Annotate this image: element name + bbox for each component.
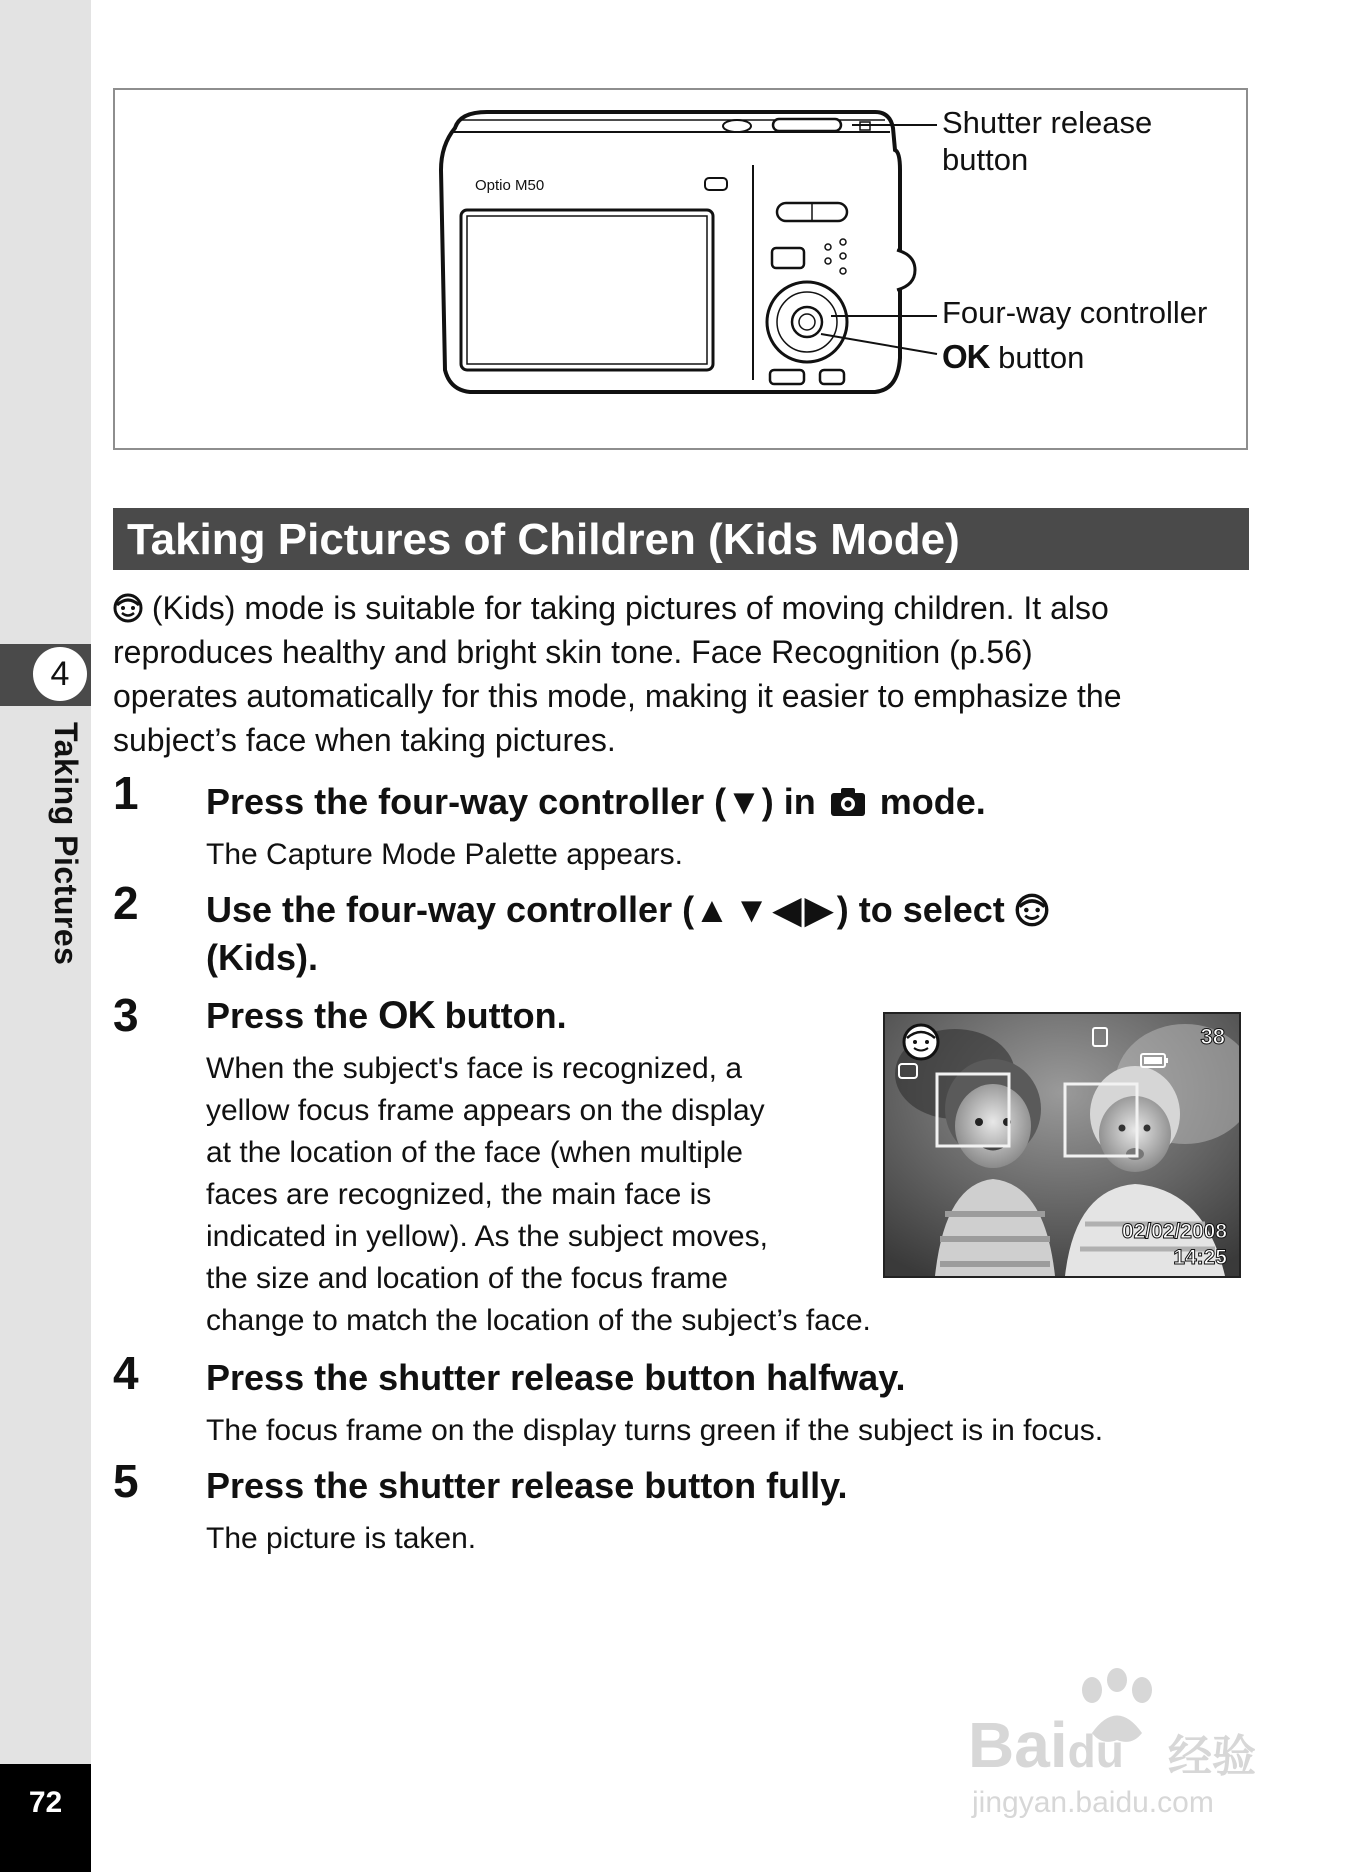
step-4-title: Press the shutter release button halfway. xyxy=(206,1357,906,1398)
section-heading: Taking Pictures of Children (Kids Mode) xyxy=(127,515,960,564)
camera-model-label: Optio M50 xyxy=(475,177,545,194)
step-2-number: 2 xyxy=(113,877,139,929)
step-2-title: Use the four-way controller (▲▼◀▶) to select (Kids). xyxy=(206,886,1256,982)
four-arrows-glyph: ▲▼◀▶ xyxy=(694,889,837,930)
step-1-number: 1 xyxy=(113,767,139,819)
step-1-title: Press the four-way controller (▼) in mode. xyxy=(206,781,986,822)
ok-glyph: OK xyxy=(942,338,990,375)
lcd-preview-photo xyxy=(883,1012,1241,1278)
step-5-number: 5 xyxy=(113,1455,139,1507)
shutter-callout: Shutter release button xyxy=(942,105,1153,177)
down-arrow-glyph: ▼ xyxy=(726,781,762,822)
shutter-release-button xyxy=(773,119,841,131)
step-4-body: The focus frame on the display turns green if the subject is in focus. xyxy=(206,1414,1104,1447)
step-3-body: When the subject's face is recognized, a yellow focus frame appears on the display at the location of the face (when multiple faces are recognized, the main face is indicated in yellow). As the subject moves, the size and location of the focus frame change to match the location of the subject’s face. xyxy=(206,1052,871,1337)
step-1-body: The Capture Mode Palette appears. xyxy=(206,838,683,871)
preview-time: 14:25 xyxy=(1173,1246,1227,1269)
ok-glyph: OK xyxy=(378,994,435,1037)
watermark-brand: Baidu xyxy=(968,1709,1124,1781)
chapter-number: 4 xyxy=(33,647,87,701)
intro-line-1: (Kids) mode is suitable for taking pictures of moving children. It also xyxy=(151,590,1109,626)
preview-date: 02/02/2008 xyxy=(1121,1220,1227,1243)
ok-button-callout: OK button xyxy=(942,338,1085,375)
kids-mode-icon xyxy=(113,593,143,623)
section-heading-bar xyxy=(113,508,1249,570)
step-5-body: The picture is taken. xyxy=(206,1522,477,1555)
chapter-title: Taking Pictures xyxy=(48,722,84,966)
intro-line-4: subject’s face when taking pictures. xyxy=(113,722,616,758)
kids-mode-osd-icon xyxy=(904,1025,938,1059)
baidu-jingyan-watermark xyxy=(962,1668,1282,1828)
camera-mode-icon xyxy=(830,787,866,817)
kids-mode-icon xyxy=(1015,893,1049,927)
chapter-tab xyxy=(0,644,91,706)
step-4-number: 4 xyxy=(113,1347,139,1399)
camera-figure xyxy=(113,88,1248,450)
intro-line-3: operates automatically for this mode, making it easier to emphasize the xyxy=(113,678,1122,714)
step-3-title: Press the OK button. xyxy=(206,994,567,1037)
page-number-box xyxy=(0,1764,91,1872)
watermark-url: jingyan.baidu.com xyxy=(972,1786,1214,1819)
four-way-callout: Four-way controller xyxy=(942,295,1208,330)
intro-line-2: reproduces healthy and bright skin tone. Face Recognition (p.56) xyxy=(113,634,1033,670)
shots-remaining: 38 xyxy=(1200,1024,1225,1049)
step-5-title: Press the shutter release button fully. xyxy=(206,1465,848,1506)
page-number: 72 xyxy=(28,1786,63,1819)
watermark-brand-cn: 经验 xyxy=(1168,1732,1256,1781)
intro-paragraph xyxy=(113,586,1263,762)
step-3-number: 3 xyxy=(113,989,139,1041)
